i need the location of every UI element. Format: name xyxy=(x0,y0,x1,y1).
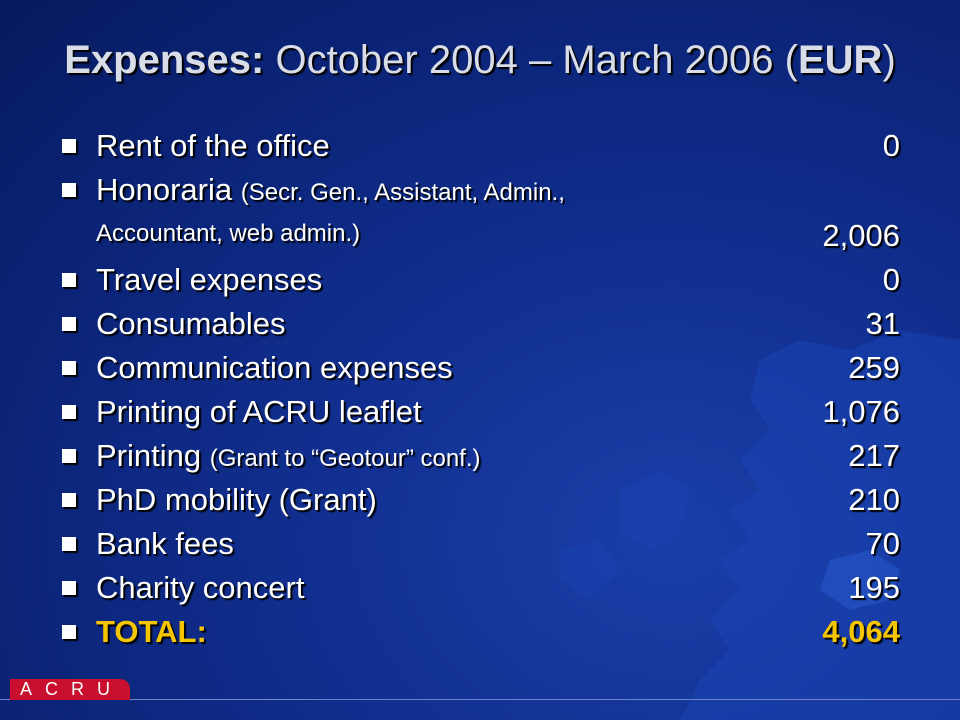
item-label: Consumables xyxy=(96,306,286,341)
total-value: 4,064 xyxy=(822,614,900,649)
item-label: Rent of the office xyxy=(96,128,330,163)
acru-logo: ACRU xyxy=(10,679,130,700)
item-detail: (Secr. Gen., Assistant, Admin., xyxy=(240,179,565,206)
item-label: PhD mobility (Grant) xyxy=(96,482,377,517)
item-value: 0 xyxy=(882,128,900,163)
bullet-icon xyxy=(62,273,76,287)
item-value: 0 xyxy=(882,262,900,297)
title-part-period: October 2004 – March 2006 ( xyxy=(264,38,798,82)
footer-divider xyxy=(0,699,960,700)
list-item-bank-fees xyxy=(60,522,900,566)
list-item-leaflet xyxy=(60,390,900,434)
list-item-phd-mobility xyxy=(60,478,900,522)
item-value: 1,076 xyxy=(822,394,900,429)
bullet-icon xyxy=(62,361,76,375)
item-value: 210 xyxy=(848,482,900,517)
bullet-icon xyxy=(62,449,76,463)
title-part-close: ) xyxy=(882,38,896,82)
item-label-group xyxy=(96,438,481,474)
bullet-icon xyxy=(62,493,76,507)
expense-list xyxy=(60,124,900,654)
item-value: 70 xyxy=(865,526,900,561)
title-part-currency: EUR xyxy=(797,38,883,82)
list-item-honoraria xyxy=(60,168,900,258)
list-item-charity-concert xyxy=(60,566,900,610)
bullet-icon xyxy=(62,581,76,595)
bullet-icon xyxy=(62,139,76,153)
item-label: Printing of ACRU leaflet xyxy=(96,394,422,429)
item-label: Charity concert xyxy=(96,570,305,605)
slide-title xyxy=(0,38,960,83)
item-value: 217 xyxy=(848,438,900,473)
item-label: Travel expenses xyxy=(96,262,323,297)
item-value: 259 xyxy=(848,350,900,385)
bullet-icon xyxy=(62,537,76,551)
item-value: 31 xyxy=(865,306,900,341)
item-detail-continued: Accountant, web admin.) xyxy=(96,220,361,247)
list-item-printing-geotour xyxy=(60,434,900,478)
bullet-icon xyxy=(62,405,76,419)
item-value: 2,006 xyxy=(822,218,900,253)
list-item-total xyxy=(60,610,900,654)
total-label: TOTAL: xyxy=(96,614,207,649)
bullet-icon xyxy=(62,183,76,197)
list-item-communication xyxy=(60,346,900,390)
item-detail: (Grant to “Geotour” conf.) xyxy=(209,445,481,472)
title-part-expenses: Expenses: xyxy=(64,38,265,82)
list-item-rent xyxy=(60,124,900,168)
item-label-group xyxy=(96,172,565,208)
bullet-icon xyxy=(62,317,76,331)
item-label: Printing xyxy=(96,438,202,473)
item-label: Honoraria xyxy=(96,172,233,207)
item-value: 195 xyxy=(848,570,900,605)
list-item-consumables xyxy=(60,302,900,346)
item-label: Communication expenses xyxy=(96,350,453,385)
bullet-icon xyxy=(62,625,76,639)
item-label: Bank fees xyxy=(96,526,234,561)
list-item-travel xyxy=(60,258,900,302)
